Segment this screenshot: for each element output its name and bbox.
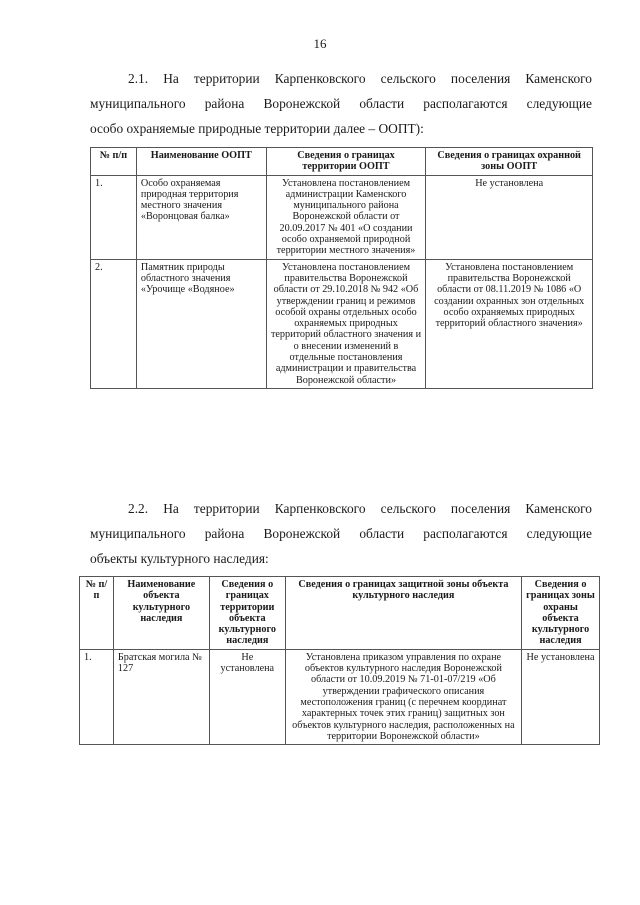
header-num: № п/п	[80, 577, 114, 650]
paragraph-line: 2.1. На территории Карпенковского сельского поселения Каменского	[128, 71, 592, 86]
header-territory: Сведения о границах территории ООПТ	[266, 148, 426, 176]
cell-zone: Установлена постановлением правительства Воронежской области от 08.11.2019 № 1086 «О создании охранных зон отдельных особо охраняемых природных территорий областного значения»	[426, 259, 593, 388]
paragraph-line: муниципального района Воронежской области располагаются следующие	[90, 526, 592, 541]
cell-zone: Не установлена	[426, 175, 593, 259]
cell-num: 1.	[91, 175, 137, 259]
header-name: Наименование ООПТ	[136, 148, 266, 176]
paragraph-line: особо охраняемые природные территории далее – ООПТ):	[90, 121, 424, 136]
section-2-1-paragraph	[90, 66, 592, 141]
paragraph-line: объекты культурного наследия:	[90, 551, 269, 566]
paragraph-line: 2.2. На территории Карпенковского сельского поселения Каменского	[128, 501, 592, 516]
oopt-table	[90, 147, 593, 389]
section-2-2-paragraph	[90, 496, 592, 571]
heritage-table	[79, 576, 600, 745]
header-zone: Сведения о границах охранной зоны ООПТ	[426, 148, 593, 176]
header-protection-zone: Сведения о границах зоны охраны объекта культурного наследия	[522, 577, 600, 650]
table-row	[80, 649, 600, 744]
cell-protective-zone: Установлена приказом управления по охране объектов культурного наследия Воронежской области от 10.09.2019 № 71-01-07/219 «Об утверждении графического описания местоположения границ (с перечнем координат характерных точек этих границ) защитных зон объектов культурного наследия, расположенных на территории Воронежской области»	[285, 649, 521, 744]
cell-num: 1.	[80, 649, 114, 744]
header-num: № п/п	[91, 148, 137, 176]
header-name: Наименование объекта культурного наследия	[113, 577, 209, 650]
cell-name: Памятник природы областного значения «Урочище «Водяное»	[136, 259, 266, 388]
page-number: 16	[313, 36, 327, 51]
cell-territory: Не установлена	[209, 649, 285, 744]
cell-protection-zone: Не установлена	[522, 649, 600, 744]
table-row	[91, 259, 593, 388]
cell-name: Братская могила № 127	[113, 649, 209, 744]
cell-name: Особо охраняемая природная территория местного значения «Воронцовая балка»	[136, 175, 266, 259]
header-protective-zone: Сведения о границах защитной зоны объекта культурного наследия	[285, 577, 521, 650]
table-row	[91, 175, 593, 259]
cell-num: 2.	[91, 259, 137, 388]
header-territory: Сведения о границах территории объекта культурного наследия	[209, 577, 285, 650]
cell-territory: Установлена постановлением правительства Воронежской области от 29.10.2018 № 942 «Об утверждении границ и режимов особой охраны отдельных особо охраняемых природных территорий областного значения и о внесении изменений в отдельные постановления администрации и правительства Воронежской области»	[266, 259, 426, 388]
table-header-row	[80, 577, 600, 650]
paragraph-line: муниципального района Воронежской области располагаются следующие	[90, 96, 592, 111]
cell-territory: Установлена постановлением администрации Каменского муниципального района Воронежской области от 20.09.2017 № 401 «О создании особо охраняемой природной территории местного значения»	[266, 175, 426, 259]
table-header-row	[91, 148, 593, 176]
